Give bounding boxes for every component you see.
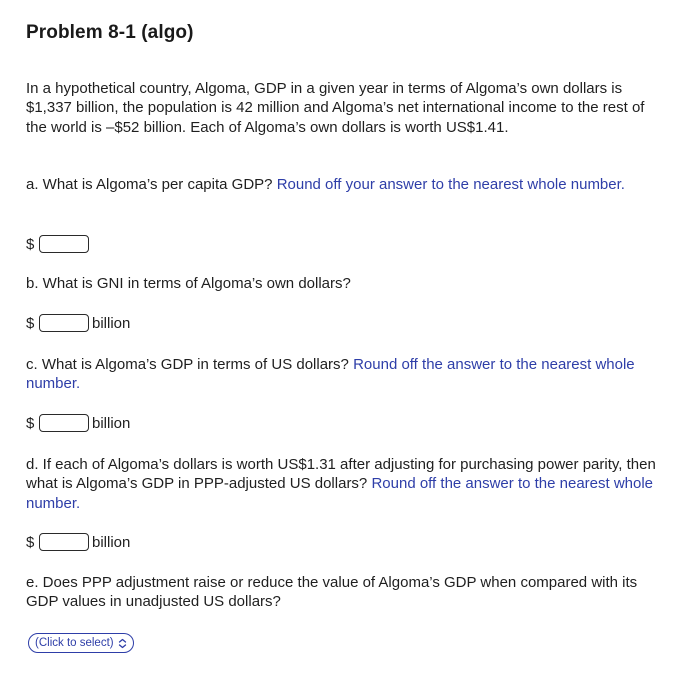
currency-symbol: $	[26, 533, 35, 551]
currency-symbol: $	[26, 414, 35, 432]
question-b	[26, 274, 656, 293]
question-e	[26, 573, 656, 612]
unit-label: billion	[92, 414, 131, 432]
question-c-text: c. What is Algoma’s GDP in terms of US dollars?	[26, 356, 349, 373]
select-label: (Click to select)	[35, 637, 114, 649]
answer-row-d	[26, 531, 130, 553]
answer-d-input[interactable]	[39, 533, 89, 551]
question-e-text: e. Does PPP adjustment raise or reduce the value of Algoma’s GDP when compared with its GDP values in unadjusted US dollars?	[26, 574, 638, 611]
question-b-text: b. What is GNI in terms of Algoma’s own dollars?	[26, 275, 351, 292]
answer-c-input[interactable]	[39, 414, 89, 432]
answer-e-select[interactable]	[28, 633, 134, 653]
answer-row-c	[26, 412, 130, 434]
page-title: Problem 8-1 (algo)	[26, 22, 194, 43]
question-a	[26, 175, 656, 194]
answer-row-a	[26, 233, 89, 255]
question-d-text: d. If each of Algoma’s dollars is worth US$1.31 after adjusting for purchasing power parity, then what is Algoma’s GDP in PPP-adjusted US dollars?	[26, 456, 656, 493]
answer-a-input[interactable]	[39, 235, 89, 253]
currency-symbol: $	[26, 314, 35, 332]
question-d-hint: Round off the answer to the nearest whole number.	[26, 475, 654, 512]
answer-row-b	[26, 312, 130, 334]
answer-b-input[interactable]	[39, 314, 89, 332]
question-c-hint: Round off the answer to the nearest whole number.	[26, 356, 635, 393]
unit-label: billion	[92, 533, 131, 551]
currency-symbol: $	[26, 235, 35, 253]
question-a-text: a. What is Algoma’s per capita GDP?	[26, 176, 273, 193]
question-d	[26, 455, 656, 513]
unit-label: billion	[92, 314, 131, 332]
problem-intro: In a hypothetical country, Algoma, GDP in a given year in terms of Algoma’s own dollars is $1,337 billion, the population is 42 million and Algoma’s net international income to the rest of the world is –$52 billion. Each of Algoma’s own dollars is worth US$1.41.	[26, 80, 645, 136]
updown-chevron-icon	[118, 638, 127, 649]
question-a-hint: Round off your answer to the nearest whole number.	[276, 176, 625, 193]
question-c	[26, 355, 656, 394]
